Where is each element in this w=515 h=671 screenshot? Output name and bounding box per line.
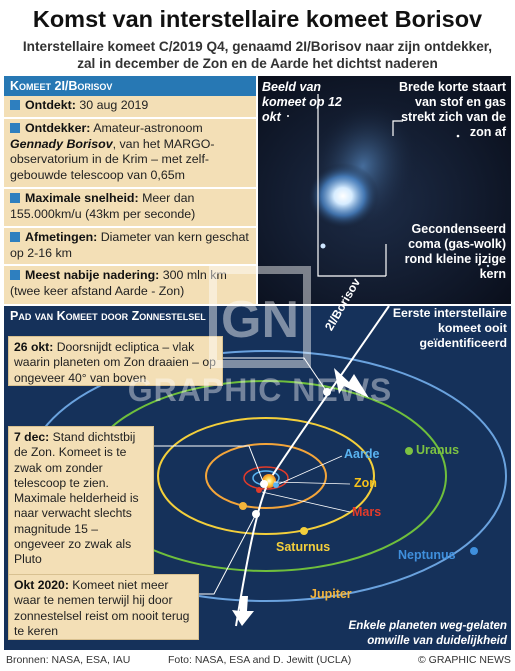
fact-discoverer: Ontdekker: Amateur-astronoom Gennady Borisov, van het MARGO-observatorium in de Krim – met zelf-gebouwde telescoop van 0,65m: [10, 121, 215, 182]
fact-divider: [4, 226, 256, 228]
omitted-planets-note: Enkele planeten weg-gelaten omwille van duidelijkheid: [348, 619, 507, 647]
subtitle-line-2: zal in december de Zon en de Aarde het dichtst naderen: [77, 56, 438, 71]
label-mars: Mars: [352, 505, 382, 519]
callout-26-okt: 26 okt: Doorsnijdt ecliptica – vlak waarin planeten om Zon draaien – op ongeveer 40° van boven: [8, 336, 223, 386]
bullet-square-icon: [10, 232, 20, 242]
page-title: Komst van interstellaire komeet Borisov: [32, 6, 483, 32]
fact-divider: [4, 117, 256, 119]
label-jupiter: Jupiter: [310, 587, 352, 601]
fact-max-speed: Maximale snelheid: Meer dan 155.000km/u (43km per seconde): [10, 191, 196, 221]
label-saturnus: Saturnus: [276, 540, 331, 554]
photo-caption-image: Beeld van komeet op 12 okt: [262, 80, 342, 124]
bullet-square-icon: [10, 100, 20, 110]
fact-discovered: Ontdekt: 30 aug 2019: [10, 98, 252, 114]
leader-line: [279, 456, 342, 484]
fact-dimensions: Afmetingen: Diameter van kern geschat op 2-16 km: [10, 230, 249, 260]
watermark-text: GRAPHIC NEWS: [127, 372, 393, 408]
fact-divider: [4, 264, 256, 266]
photo-caption-coma: Gecondenseerd coma (gas-wolk) rond kleine ijzige kern: [404, 222, 506, 281]
neptune-icon: [470, 547, 478, 555]
jupiter-icon: [239, 502, 247, 510]
fact-divider: [4, 187, 256, 189]
svg-text:GN: GN: [221, 291, 299, 349]
fact-box: [4, 76, 256, 304]
first-interstellar-note: Eerste interstellaire komeet ooit geïdentificeerd: [392, 306, 507, 350]
bullet-square-icon: [10, 270, 20, 280]
label-neptunus: Neptunus: [398, 548, 456, 562]
saturn-icon: [300, 527, 308, 535]
subtitle-line-1: Interstellaire komeet C/2019 Q4, genaamd 2I/Borisov naar zijn ontdekker,: [22, 39, 493, 54]
orbit-heading: Pad van Komeet door Zonnestelsel: [4, 306, 264, 326]
direction-arrow-icon: [334, 368, 369, 398]
footer-photo-credit: Foto: NASA, ESA and D. Jewitt (UCLA): [168, 654, 352, 666]
page-subtitle: [6, 38, 509, 72]
footer-sources: Bronnen: NASA, ESA, IAU: [6, 654, 131, 666]
bullet-square-icon: [10, 193, 20, 203]
leader-line: [199, 514, 256, 594]
mars-icon: [256, 487, 262, 493]
label-aarde: Aarde: [344, 447, 380, 461]
comet-path-label: 2I/Borisov: [322, 275, 364, 333]
earth-icon: [273, 482, 279, 488]
label-zon: Zon: [354, 476, 377, 490]
bullet-square-icon: [10, 123, 20, 133]
footer-copyright: © GRAPHIC NEWS: [418, 654, 511, 666]
photo-caption-tail: Brede korte staart van stof en gas strekt zich van de zon af: [399, 80, 506, 139]
uranus-icon: [405, 447, 413, 455]
callout-okt-2020: Okt 2020: Komeet niet meer waar te nemen terwijl hij door zonnestelsel reist om nooit terug te keren: [8, 574, 199, 640]
fact-closest-approach: Meest nabije nadering: 300 mln km (twee keer afstand Aarde - Zon): [10, 268, 227, 298]
comet-photo: [258, 76, 511, 304]
label-uranus: Uranus: [416, 443, 460, 457]
leader-line: [262, 492, 350, 512]
fact-box-heading: Komeet 2I/Borisov: [4, 76, 256, 96]
callout-7-dec: 7 dec: Stand dichtstbij de Zon. Komeet is te zwak om zonder telescoop te zien. Maximale helderheid is naar verwacht slechts magnitude 15 – ongeveer zo zwak als Pluto: [8, 426, 154, 580]
